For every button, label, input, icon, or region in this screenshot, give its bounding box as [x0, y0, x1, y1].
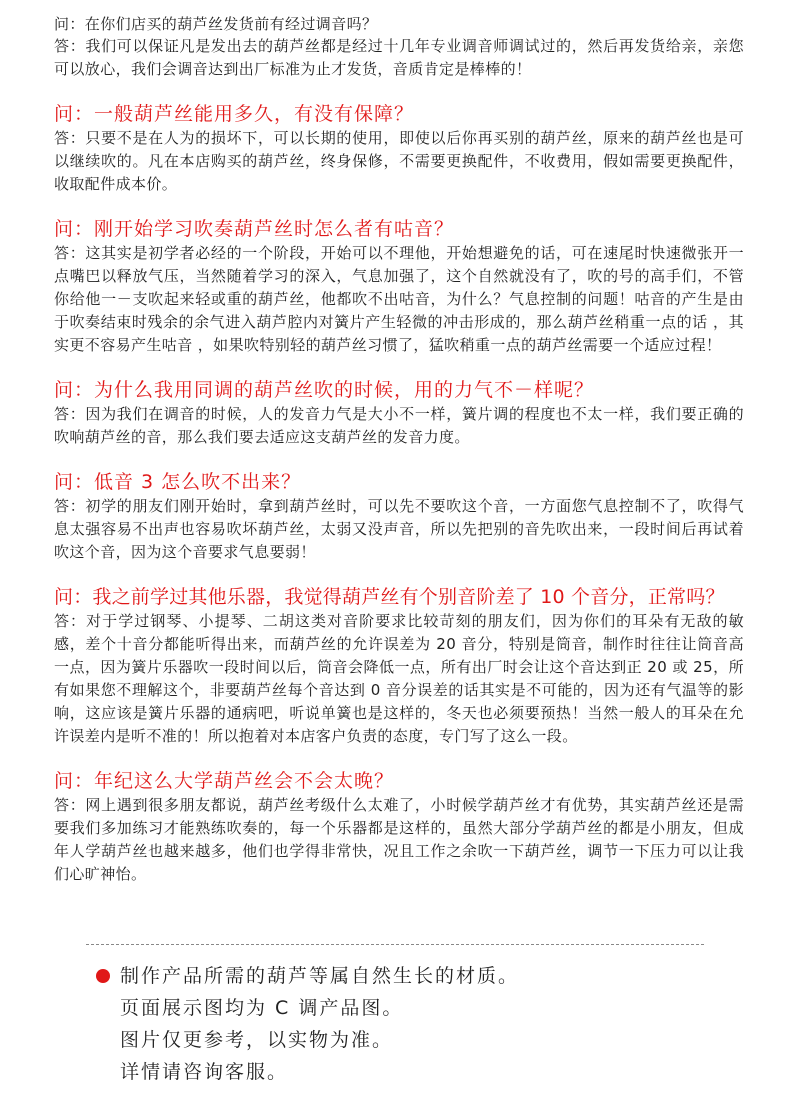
faq-answer: 答：网上遇到很多朋友都说，葫芦丝考级什么太难了，小时候学葫芦丝才有优势，其实葫芦丝还是需要我们多加练习才能熟练吹奏的，每一个乐器都是这样的，虽然大部分学葫芦丝的都是小朋友，但成年人学葫芦丝也越来越多，他们也学得非常快，况且工作之余吹一下葫芦丝，调节一下压力可以让我们心旷神怡。 — [54, 796, 744, 883]
faq-item-6 — [54, 584, 744, 748]
faq-answer: 答：只要不是在人为的损坏下，可以长期的使用，即使以后你再买别的葫芦丝，原来的葫芦丝也是可以继续吹的。凡在本店购买的葫芦丝，终身保修，不需要更换配件，不收费用，假如需要更换配件，收取配件成本价。 — [54, 129, 744, 193]
notice-item — [96, 960, 736, 992]
faq-question: 问：年纪这么大学葫芦丝会不会太晚？ — [54, 770, 395, 792]
spacer — [54, 196, 744, 216]
faq-question: 问：在你们店买的葫芦丝发货前有经过调音吗？ — [54, 15, 378, 33]
spacer — [54, 564, 744, 584]
faq-item-5 — [54, 469, 744, 564]
faq-question: 问：我之前学过其他乐器，我觉得葫芦丝有个别音阶差了 10 个音分，正常吗？ — [54, 586, 725, 608]
dashed-divider — [86, 944, 704, 945]
notice-text: 页面展示图均为 C 调产品图。 — [120, 997, 404, 1019]
spacer — [54, 357, 744, 377]
notice-item — [96, 992, 736, 1024]
faq-question: 问：低音 3 怎么吹不出来？ — [54, 471, 302, 493]
faq-list — [54, 14, 744, 886]
faq-item-4 — [54, 377, 744, 449]
notice-item — [96, 1024, 736, 1056]
faq-answer: 答：对于学过钢琴、小提琴、二胡这类对音阶要求比较苛刻的朋友们，因为你们的耳朵有无敌的敏感，差个十音分都能听得出来，而葫芦丝的允许误差为 20 音分，特别是筒音，制作时往往让筒音高一点，因为簧片乐器吹一段时间以后，筒音会降低一点，所有出厂时会让这个音达到正 20 或 25，所有如果您不理解这个，非要葫芦丝每个音达到 0 音分误差的话其实是不可能的，因为还有气温等的影响，这应该是簧片乐器的通病吧，听说单簧也是这样的，冬天也必须要预热！当然一般人的耳朵在允许误差内是听不准的！所以抱着对本店客户负责的态度，专门写了这么一段。 — [54, 612, 744, 745]
notice-list — [96, 960, 736, 1088]
spacer — [54, 449, 744, 469]
notice-item — [96, 1056, 736, 1088]
spacer — [54, 748, 744, 768]
faq-question: 问：一般葫芦丝能用多久，有没有保障？ — [54, 103, 415, 125]
faq-answer: 答：因为我们在调音的时候，人的发音力气是大小不一样，簧片调的程度也不太一样，我们要正确的吹响葫芦丝的音，那么我们要去适应这支葫芦丝的发音力度。 — [54, 405, 744, 446]
notice-text: 详情请咨询客服。 — [120, 1061, 289, 1083]
notice-text: 制作产品所需的葫芦等属自然生长的材质。 — [120, 965, 520, 987]
faq-question: 问：刚开始学习吹奏葫芦丝时怎么者有咕音？ — [54, 218, 455, 240]
spacer — [54, 81, 744, 101]
faq-item-2 — [54, 101, 744, 196]
red-bullet-icon — [96, 969, 110, 983]
notice-text: 图片仅更参考，以实物为准。 — [120, 1029, 394, 1051]
faq-question: 问：为什么我用同调的葫芦丝吹的时候，用的力气不－样呢？ — [54, 379, 595, 401]
faq-item-1 — [54, 14, 744, 81]
faq-item-7 — [54, 768, 744, 886]
faq-answer: 答：我们可以保证凡是发出去的葫芦丝都是经过十几年专业调音师调试过的，然后再发货给亲，亲您可以放心，我们会调音达到出厂标准为止才发货，音质肯定是棒棒的！ — [54, 37, 744, 78]
faq-answer: 答：这其实是初学者必经的一个阶段，开始可以不理他，开始想避免的话，可在速尾时快速微张开一点嘴巴以释放气压，当然随着学习的深入，气息加强了，这个自然就没有了，吹的号的高手们，不管你给他一－支吹起来轻或重的葫芦丝，他都吹不出咕音，为什么？气息控制的问题！咕音的产生是由于吹奏结束时残余的余气进入葫芦腔内对簧片产生轻微的冲击形成的，那么葫芦丝稍重一点的话 ，其实更不容易产生咕音 ，如果吹特别轻的葫芦丝习惯了，猛吹稍重一点的葫芦丝需要一个适应过程！ — [54, 244, 744, 354]
faq-answer: 答：初学的朋友们刚开始时，拿到葫芦丝时，可以先不要吹这个音，一方面您气息控制不了，吹得气息太强容易不出声也容易吹坏葫芦丝，太弱又没声音，所以先把别的音先吹出来，一段时间后再试着吹这个音，因为这个音要求气息要弱！ — [54, 497, 744, 561]
faq-item-3 — [54, 216, 744, 357]
